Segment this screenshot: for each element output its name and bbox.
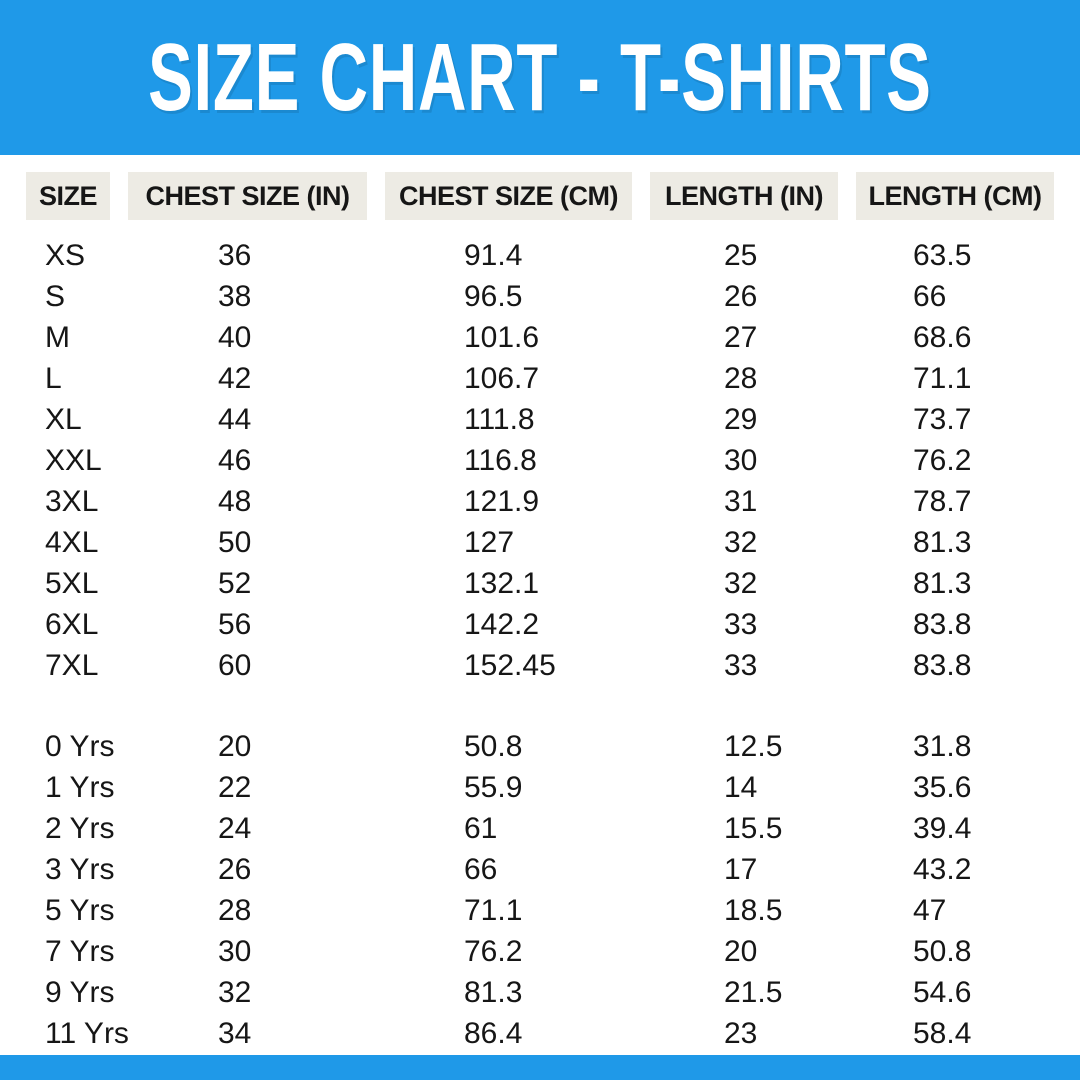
table-cell: 63.5 xyxy=(913,239,972,272)
table-cell: 50.8 xyxy=(913,935,972,968)
table-cell: 96.5 xyxy=(464,280,523,313)
table-cell: 7 Yrs xyxy=(45,935,115,968)
table-cell: 32 xyxy=(724,526,758,559)
table-cell: 33 xyxy=(724,608,758,641)
header-cell-size: SIZE xyxy=(26,172,110,220)
table-cell: 25 xyxy=(724,239,758,272)
table-cell: 101.6 xyxy=(464,321,540,354)
table-cell: 83.8 xyxy=(913,649,972,682)
table-cell: 28 xyxy=(724,362,758,395)
table-cell: 26 xyxy=(218,853,252,886)
table-cell: 17 xyxy=(724,853,758,886)
table-cell: 33 xyxy=(724,649,758,682)
table-cell: 36 xyxy=(218,239,252,272)
section-spacer xyxy=(26,686,1054,726)
table-cell: 73.7 xyxy=(913,403,972,436)
table-cell: 76.2 xyxy=(464,935,523,968)
table-cell: 58.4 xyxy=(913,1017,972,1050)
table-cell: 56 xyxy=(218,608,252,641)
table-cell: 27 xyxy=(724,321,758,354)
table-row xyxy=(26,849,1054,890)
kids-size-section xyxy=(26,726,1054,1054)
table-cell: 18.5 xyxy=(724,894,783,927)
table-cell: 4XL xyxy=(45,526,99,559)
table-cell: 81.3 xyxy=(464,976,523,1009)
table-cell: 46 xyxy=(218,444,252,477)
table-row xyxy=(26,1013,1054,1054)
table-cell: 31.8 xyxy=(913,730,972,763)
table-cell: M xyxy=(45,321,70,354)
table-cell: 132.1 xyxy=(464,567,540,600)
table-cell: 11 Yrs xyxy=(45,1017,129,1050)
table-cell: 106.7 xyxy=(464,362,540,395)
table-cell: 0 Yrs xyxy=(45,730,115,763)
table-header-row xyxy=(26,172,1054,220)
table-row xyxy=(26,890,1054,931)
table-cell: 22 xyxy=(218,771,252,804)
table-cell: 3XL xyxy=(45,485,99,518)
adult-size-section xyxy=(26,235,1054,686)
table-cell: 1 Yrs xyxy=(45,771,115,804)
table-cell: 2 Yrs xyxy=(45,812,115,845)
table-row xyxy=(26,317,1054,358)
table-row xyxy=(26,972,1054,1013)
table-cell: 9 Yrs xyxy=(45,976,115,1009)
header-cell-length-cm: LENGTH (CM) xyxy=(856,172,1054,220)
table-cell: 20 xyxy=(724,935,758,968)
table-row xyxy=(26,399,1054,440)
table-cell: 76.2 xyxy=(913,444,972,477)
table-cell: 48 xyxy=(218,485,252,518)
table-row xyxy=(26,235,1054,276)
header-cell-chest-in: CHEST SIZE (IN) xyxy=(128,172,367,220)
table-cell: 35.6 xyxy=(913,771,972,804)
table-cell: 142.2 xyxy=(464,608,540,641)
page-title: SIZE CHART - T-SHIRTS xyxy=(148,23,932,131)
table-cell: 68.6 xyxy=(913,321,972,354)
table-cell: 116.8 xyxy=(464,444,537,477)
table-cell: XL xyxy=(45,403,82,436)
table-cell: 44 xyxy=(218,403,252,436)
table-cell: 91.4 xyxy=(464,239,523,272)
table-cell: 54.6 xyxy=(913,976,972,1009)
table-cell: XS xyxy=(45,239,86,272)
table-cell: 23 xyxy=(724,1017,758,1050)
table-cell: 30 xyxy=(218,935,252,968)
table-cell: 21.5 xyxy=(724,976,783,1009)
table-cell: 60 xyxy=(218,649,252,682)
table-cell: 61 xyxy=(464,812,498,845)
table-cell: 66 xyxy=(913,280,947,313)
table-cell: 39.4 xyxy=(913,812,972,845)
table-cell: 24 xyxy=(218,812,252,845)
table-cell: 26 xyxy=(724,280,758,313)
size-table xyxy=(0,172,1080,1054)
table-row xyxy=(26,276,1054,317)
table-cell: 83.8 xyxy=(913,608,972,641)
table-cell: 14 xyxy=(724,771,758,804)
table-cell: 34 xyxy=(218,1017,252,1050)
table-row xyxy=(26,563,1054,604)
table-cell: 86.4 xyxy=(464,1017,523,1050)
table-row xyxy=(26,481,1054,522)
table-cell: 78.7 xyxy=(913,485,972,518)
table-cell: 5XL xyxy=(45,567,99,600)
table-cell: 31 xyxy=(724,485,758,518)
table-cell: 71.1 xyxy=(913,362,972,395)
table-cell: 71.1 xyxy=(464,894,523,927)
table-row xyxy=(26,808,1054,849)
table-row xyxy=(26,645,1054,686)
table-cell: L xyxy=(45,362,62,395)
table-cell: 81.3 xyxy=(913,526,972,559)
table-row xyxy=(26,522,1054,563)
table-row xyxy=(26,931,1054,972)
table-cell: 81.3 xyxy=(913,567,972,600)
table-cell: 5 Yrs xyxy=(45,894,115,927)
header-cell-length-in: LENGTH (IN) xyxy=(650,172,838,220)
table-row xyxy=(26,726,1054,767)
table-cell: 111.8 xyxy=(464,403,535,436)
table-row xyxy=(26,767,1054,808)
table-cell: XXL xyxy=(45,444,102,477)
footer-band xyxy=(0,1055,1080,1080)
table-row xyxy=(26,358,1054,399)
title-band xyxy=(0,0,1080,155)
table-cell: 121.9 xyxy=(464,485,540,518)
table-cell: 47 xyxy=(913,894,947,927)
table-cell: 42 xyxy=(218,362,252,395)
table-cell: 3 Yrs xyxy=(45,853,115,886)
table-cell: 55.9 xyxy=(464,771,523,804)
table-cell: 6XL xyxy=(45,608,99,641)
table-cell: 66 xyxy=(464,853,498,886)
table-cell: 29 xyxy=(724,403,758,436)
table-cell: 20 xyxy=(218,730,252,763)
header-cell-chest-cm: CHEST SIZE (CM) xyxy=(385,172,632,220)
table-cell: 50 xyxy=(218,526,252,559)
table-row xyxy=(26,604,1054,645)
table-cell: 7XL xyxy=(45,649,99,682)
table-cell: 12.5 xyxy=(724,730,783,763)
table-cell: 127 xyxy=(464,526,515,559)
table-cell: 15.5 xyxy=(724,812,783,845)
table-cell: 152.45 xyxy=(464,649,556,682)
table-cell: 52 xyxy=(218,567,252,600)
table-cell: 50.8 xyxy=(464,730,523,763)
table-cell: 32 xyxy=(218,976,252,1009)
table-cell: 40 xyxy=(218,321,252,354)
table-cell: S xyxy=(45,280,66,313)
table-row xyxy=(26,440,1054,481)
table-cell: 38 xyxy=(218,280,252,313)
table-cell: 43.2 xyxy=(913,853,972,886)
table-cell: 28 xyxy=(218,894,252,927)
table-cell: 30 xyxy=(724,444,758,477)
table-cell: 32 xyxy=(724,567,758,600)
